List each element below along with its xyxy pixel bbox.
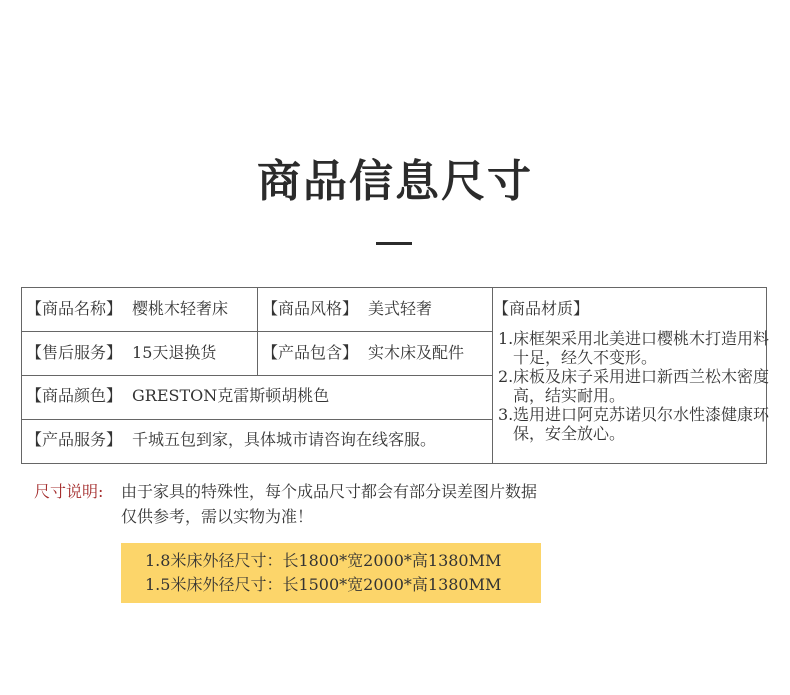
table-cell-value: 美式轻奢 xyxy=(368,299,433,318)
table-cell-value: 千城五包到家，具体城市请咨询在线客服。 xyxy=(132,430,437,449)
list-item xyxy=(498,329,770,367)
material-label: 【商品材质】 xyxy=(493,299,590,318)
table-cell-label: 【产品包含】 xyxy=(262,343,359,362)
table-cell-product-style xyxy=(262,299,432,319)
table-cell-label: 【商品颜色】 xyxy=(26,386,123,405)
table-cell-product-color xyxy=(26,386,329,406)
table-cell-product-name xyxy=(26,299,228,319)
list-item-number: 2. xyxy=(498,367,514,386)
table-cell-package-contents xyxy=(262,343,464,363)
page-title: 商品信息尺寸 xyxy=(257,156,533,207)
table-cell-value: 樱桃木轻奢床 xyxy=(132,299,229,318)
size-dimensions-box xyxy=(121,543,541,603)
size-line-1-8m: 1.8米床外径尺寸：长1800*宽2000*高1380MM xyxy=(145,551,502,570)
table-row-divider-2 xyxy=(22,375,492,376)
list-item-number: 1. xyxy=(498,329,514,348)
table-cell-label: 【商品风格】 xyxy=(262,299,359,318)
size-note-label: 尺寸说明: xyxy=(34,482,104,501)
material-list xyxy=(498,329,770,443)
table-cell-value: 15天退换货 xyxy=(132,343,217,362)
title-divider xyxy=(376,242,412,245)
list-item-text: 床板及床子采用进口新西兰松木密度高，结实耐用。 xyxy=(513,367,770,405)
table-cell-label: 【售后服务】 xyxy=(26,343,123,362)
size-line-1-5m: 1.5米床外径尺寸：长1500*宽2000*高1380MM xyxy=(145,575,502,594)
list-item-text: 床框架采用北美进口樱桃木打造用料十足，经久不变形。 xyxy=(513,329,770,367)
table-cell-label: 【商品名称】 xyxy=(26,299,123,318)
table-row-divider-3 xyxy=(22,419,492,420)
list-item xyxy=(498,367,770,405)
list-item xyxy=(498,405,770,443)
table-cell-label: 【产品服务】 xyxy=(26,430,123,449)
table-cell-after-sales xyxy=(26,343,216,363)
list-item-text: 选用进口阿克苏诺贝尔水性漆健康环保，安全放心。 xyxy=(513,405,770,443)
table-cell-product-service xyxy=(26,430,436,450)
table-cell-value: 实木床及配件 xyxy=(368,343,465,362)
table-cell-value: GRESTON克雷斯顿胡桃色 xyxy=(132,386,330,405)
size-note-text: 由于家具的特殊性，每个成品尺寸都会有部分误差图片数据仅供参考，需以实物为准！ xyxy=(121,482,538,526)
product-info-table xyxy=(21,287,770,464)
table-row-divider-1 xyxy=(22,331,492,332)
list-item-number: 3. xyxy=(498,405,514,424)
